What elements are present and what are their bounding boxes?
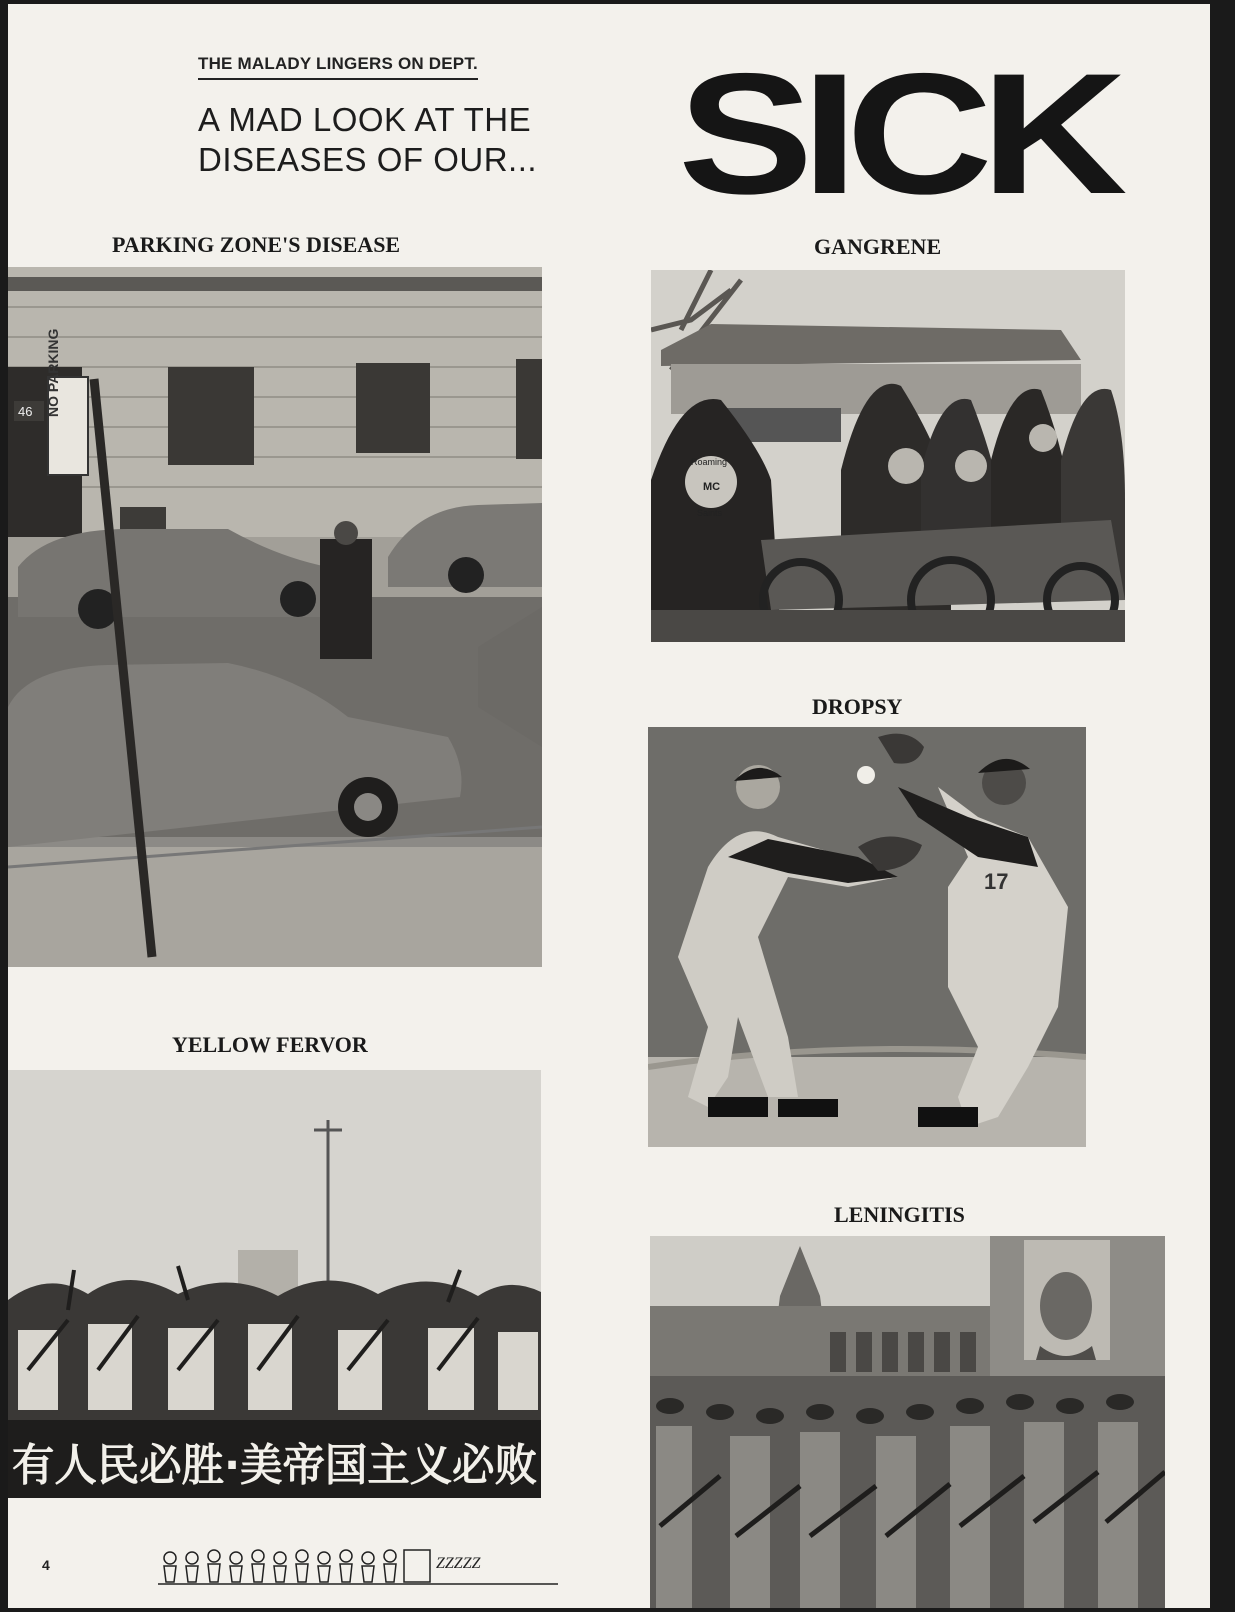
headline-line-2: DISEASES OF OUR...	[198, 141, 538, 178]
headline	[198, 100, 537, 180]
photo-leningitis	[650, 1236, 1165, 1608]
photo-dropsy	[648, 727, 1086, 1147]
photo-yellow-fervor	[8, 1070, 541, 1498]
marginal-zzz: ZZZZZ	[436, 1555, 481, 1572]
magazine-page	[8, 4, 1210, 1608]
banner-text: 有人民必胜·美帝国主义必败	[12, 1440, 537, 1491]
parking-sign-text: NO PARKING	[45, 328, 61, 417]
caption-leningitis: LENINGITIS	[834, 1202, 965, 1227]
jacket-text-mid: MC	[703, 481, 721, 493]
headline-line-1: A MAD LOOK AT THE	[198, 101, 532, 138]
marginal-cartoon	[158, 1544, 558, 1592]
jersey-number: 17	[984, 869, 1009, 894]
jacket-text-top: Roaming	[691, 457, 728, 467]
caption-dropsy: DROPSY	[812, 694, 903, 719]
department-label: THE MALADY LINGERS ON DEPT.	[198, 54, 478, 80]
photo-parking-zone	[8, 267, 542, 967]
photo-gangrene	[651, 270, 1125, 642]
headline-big-word: SICK	[678, 38, 1116, 230]
caption-yellow-fervor: YELLOW FERVOR	[172, 1032, 368, 1057]
jacket-text-bottom: Saints	[697, 508, 723, 518]
page-number: 4	[42, 1557, 50, 1573]
caption-parking-zone: PARKING ZONE'S DISEASE	[112, 232, 401, 257]
caption-gangrene: GANGRENE	[814, 234, 942, 259]
address-number: 46	[18, 404, 33, 419]
